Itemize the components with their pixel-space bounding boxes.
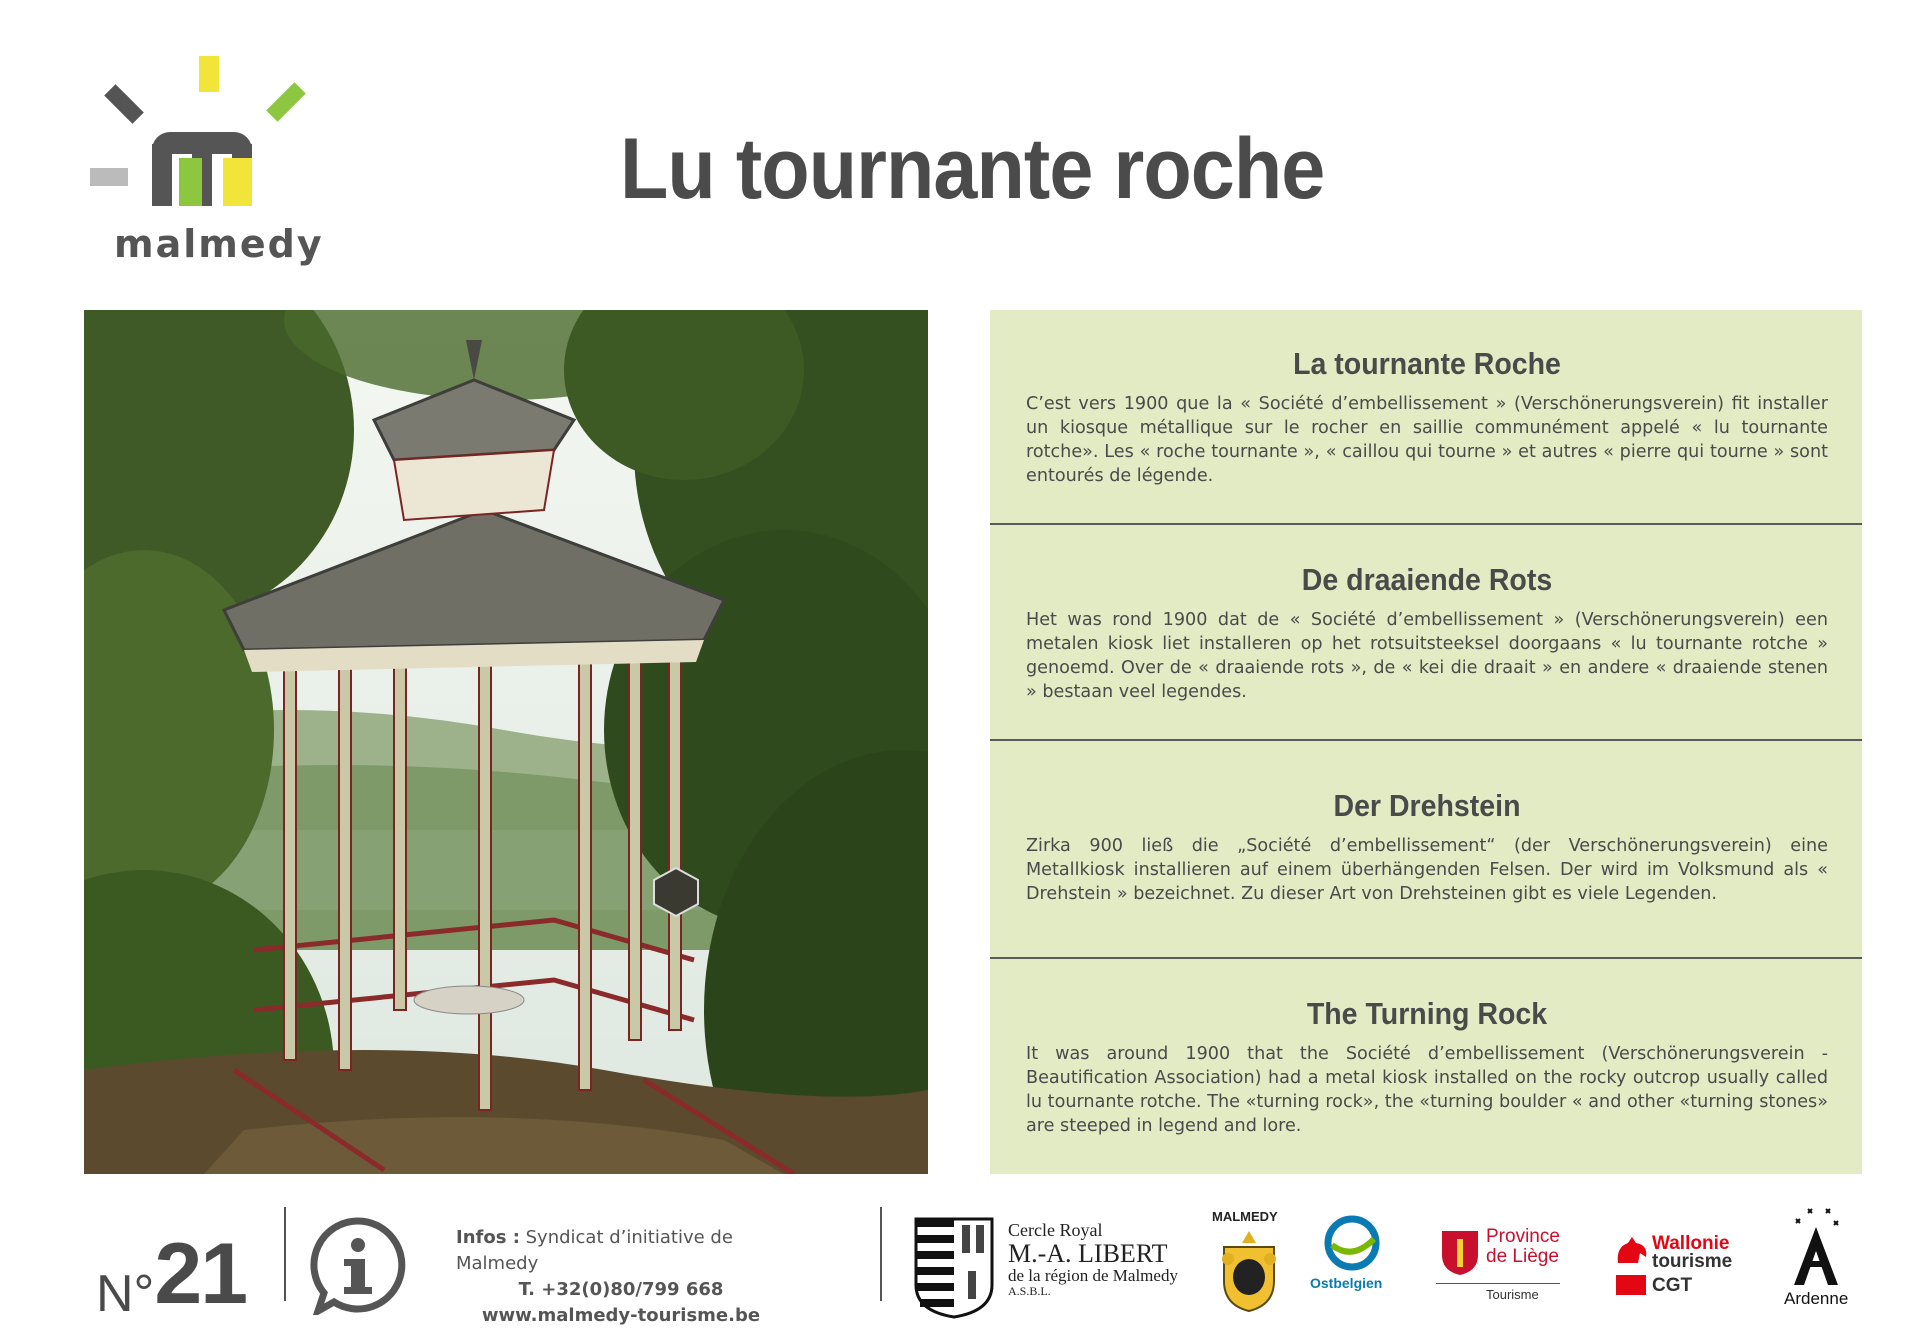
section-heading: The Turning Rock: [1306, 996, 1548, 1031]
website-link[interactable]: www.malmedy-tourisme.be: [481, 1305, 761, 1326]
province-line3: Tourisme: [1486, 1287, 1539, 1302]
section-french: [990, 346, 1862, 488]
section-text: Zirka 900 ließ die „Société d’embellissement“ (der Verschönerungsverein) eine Metallkiosk installieren auf einem überhängenden Felsen. Der wird im Volksmund als « Drehstein » bezeichnet. Zu dieser Art von Drehsteinen gibt es viele Legenden.: [1026, 836, 1828, 904]
ostbelgien-label: Ostbelgien: [1310, 1275, 1383, 1291]
cercle-royal-text: [1008, 1221, 1178, 1298]
page-title: Lu tournante roche: [620, 121, 1325, 217]
section-divider: [990, 957, 1862, 959]
section-heading: Der Drehstein: [1333, 788, 1521, 823]
section-heading: De draaiende Rots: [1301, 562, 1553, 597]
province-underline: [1436, 1283, 1560, 1284]
cercle-crest-icon: [912, 1215, 996, 1319]
cgt-badge: [1616, 1275, 1646, 1295]
section-heading: La tournante Roche: [1293, 346, 1561, 381]
province-shield-icon: [1440, 1229, 1480, 1277]
section-text: It was around 1900 that the Société d’embellissement (Verschönerungsverein - Beautification Association) had a metal kiosk installed on the rocky outcrop usually called lu tournante rotche. The «turning rock», the «turning boulder « and other «turning stones» are steeped in legend and lore.: [1026, 1044, 1828, 1136]
footer: [0, 1195, 1920, 1344]
text-panel: [990, 310, 1862, 1174]
phone-number: T. +32(0)80/799 668: [518, 1279, 724, 1300]
section-text: Het was rond 1900 dat de « Société d’embellissement » (Verschönerungsverein) een metalen kiosk liet installeren op het rotsuitsteeksel doorgaans « lu tournante rotche » genoemd. Over de « draaiende rots », de « kei die draait » en andere « draaiende stenen » bestaan veel legendes.: [1026, 610, 1828, 702]
number-prefix: N°: [96, 1265, 155, 1323]
wallonie-line2: tourisme: [1652, 1251, 1733, 1272]
wallonie-line1: Wallonie: [1652, 1233, 1730, 1254]
province-liege-logo: [1486, 1227, 1560, 1267]
wallonie-line3: CGT: [1652, 1275, 1693, 1296]
footer-divider: [284, 1207, 286, 1301]
site-number: [96, 1225, 246, 1324]
section-divider: [990, 523, 1862, 525]
province-line1: Province: [1486, 1226, 1560, 1247]
contact-infos: [456, 1225, 816, 1329]
province-line2: de Liège: [1486, 1246, 1559, 1267]
cercle-line4: A.S.B.L.: [1008, 1284, 1051, 1299]
rooster-icon: [1614, 1235, 1650, 1267]
number-value: 21: [154, 1226, 247, 1322]
logo-wordmark: malmedy: [114, 222, 324, 266]
cercle-line3: de la région de Malmedy: [1008, 1266, 1178, 1286]
section-text: C’est vers 1900 que la « Société d’embellissement » (Verschönerungsverein) fit installer un kiosque métallique sur le rocher en saillie communément appelé « lu tournante rotche». Les « roche tournante », « caillou qui tourne » et autres « pierre qui tourne » sont entourés de légende.: [1026, 394, 1828, 486]
malmedy-logo-mark: [80, 50, 320, 230]
malmedy-logo: [80, 50, 324, 280]
cercle-line1: Cercle Royal: [1008, 1220, 1103, 1240]
section-dutch: [990, 562, 1862, 704]
ardenne-label: Ardenne: [1784, 1289, 1849, 1308]
infos-label: Infos :: [456, 1227, 520, 1248]
malmedy-crest-label: MALMEDY: [1212, 1209, 1278, 1224]
ostbelgien-logo-icon: [1322, 1215, 1382, 1271]
footer-divider: [880, 1207, 882, 1301]
malmedy-crest-icon: [1216, 1229, 1282, 1313]
ardenne-logo-icon: [1786, 1205, 1846, 1287]
kiosk-photo: [84, 310, 928, 1174]
infos-org: Syndicat d’initiative de Malmedy: [456, 1227, 733, 1274]
section-english: [990, 996, 1862, 1138]
cercle-line2: M.-A. LIBERT: [1008, 1238, 1168, 1268]
info-icon: [308, 1215, 408, 1315]
section-divider: [990, 739, 1862, 741]
section-german: [990, 788, 1862, 906]
